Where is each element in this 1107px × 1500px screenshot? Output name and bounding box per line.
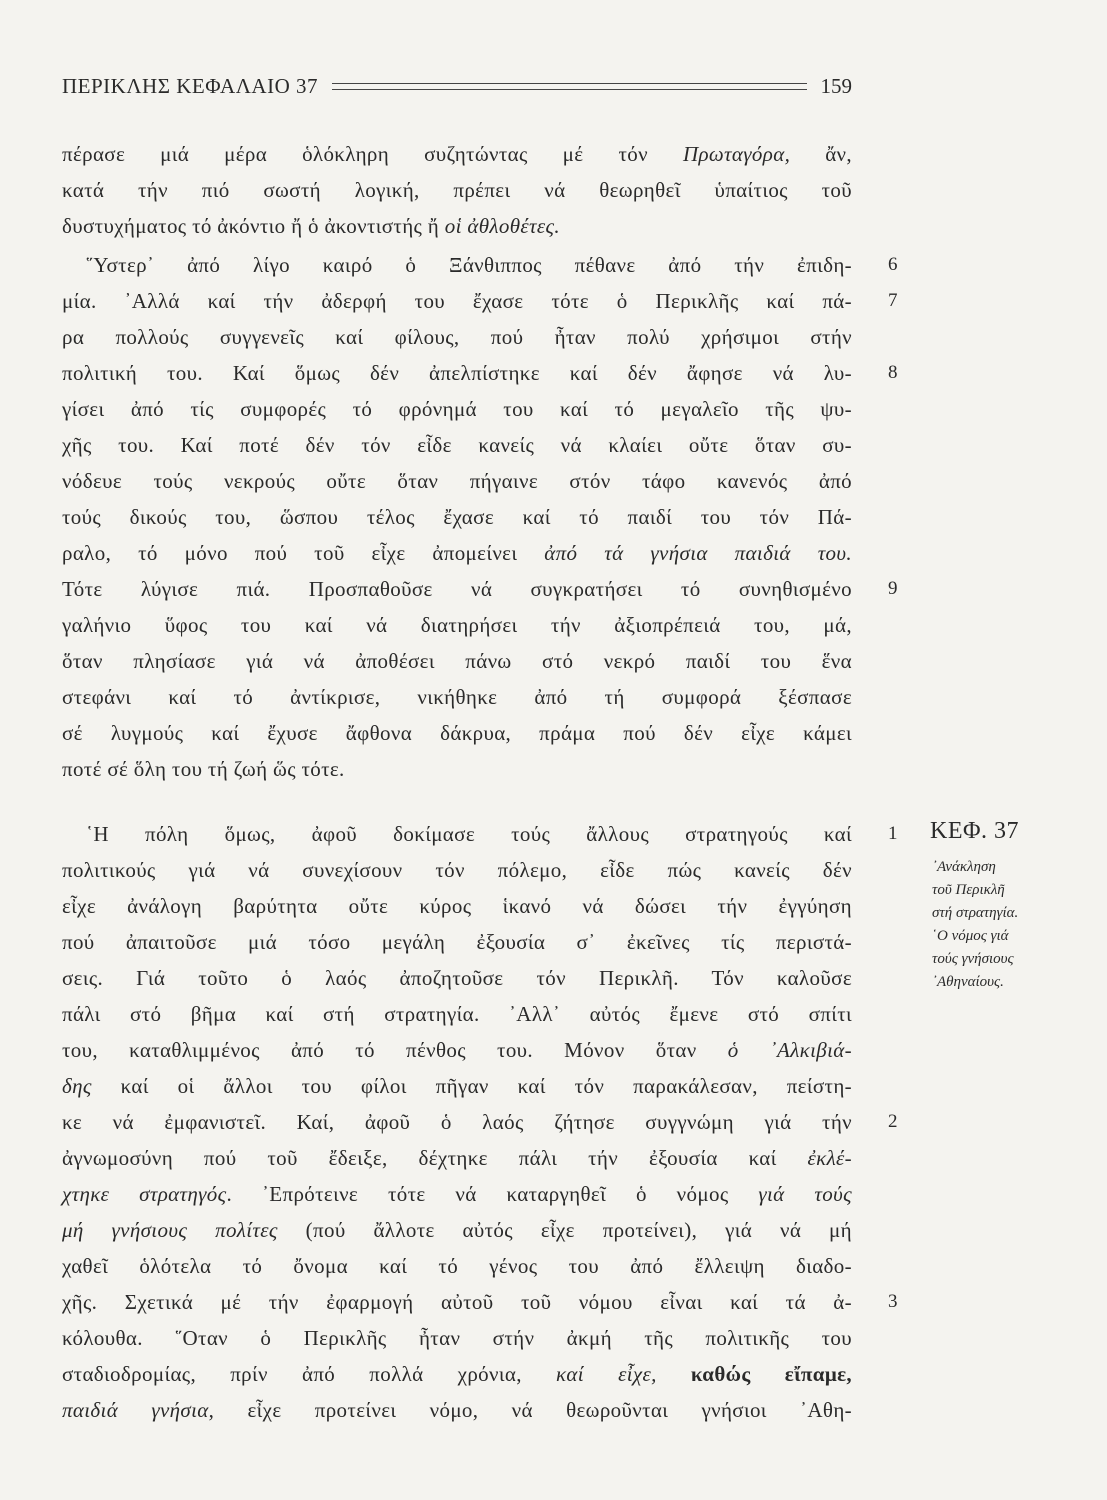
text-line: σεις. Γιά τοῦτο ὁ λαός ἀποζητοῦσε τόν Περικλῆ. Τόν καλοῦσε [62,966,852,990]
text-line: Τότε λύγισε πιά. Προσπαθοῦσε νά συγκρατήσει τό συνηθισμένο [62,577,852,601]
text-line: ῾Η πόλη ὅμως, ἀφοῦ δοκίμασε τούς ἄλλους στρατηγούς καί [86,822,852,846]
text-line: δης καί οἱ ἄλλοι του φίλοι πῆγαν καί τόν παρακάλεσαν, πείστη- [62,1074,852,1098]
text-line: πολιτικούς γιά νά συνεχίσουν τόν πόλεμο, εἶδε πώς κανείς δέν [62,858,852,882]
text-line: κε νά ἐμφανιστεῖ. Καί, ἀφοῦ ὁ λαός ζήτησε συγγνώμη γιά τήν [62,1110,852,1134]
text-line: σταδιοδρομίας, πρίν ἀπό πολλά χρόνια, καί εἶχε, καθώς εἴπαμε, [62,1362,852,1386]
page-number: 159 [820,73,852,98]
section-number: 3 [888,1291,898,1312]
running-header [62,68,852,104]
text-line: νόδευε τούς νεκρούς οὔτε ὅταν πήγαινε στόν τάφο κανενός ἀπό [62,469,852,493]
section-number: 6 [888,254,898,275]
section-number: 2 [888,1111,898,1132]
sidebar-note: ῾Ο νόμος γιά [932,928,1009,944]
text-line: ρα πολλούς συγγενεῖς καί φίλους, πού ἦταν πολύ χρήσιμοι στήν [62,325,852,349]
text-line: μία. ᾿Αλλά καί τήν ἀδερφή του ἔχασε τότε ὁ Περικλῆς καί πά- [62,289,852,313]
text-line: εἶχε ἀνάλογη βαρύτητα οὔτε κύρος ἱκανό νά δώσει τήν ἐγγύηση [62,894,852,918]
section-number: 8 [888,362,898,383]
text-line: μή γνήσιους πολίτες (πού ἄλλοτε αὐτός εἶχε προτείνει), γιά νά μή [62,1218,852,1242]
text-line: ραλο, τό μόνο πού τοῦ εἶχε ἀπομείνει ἀπό τά γνήσια παιδιά του. [62,541,852,565]
section-number: 1 [888,823,898,844]
text-line: κατά τήν πιό σωστή λογική, πρέπει νά θεωρηθεῖ ὑπαίτιος τοῦ [62,178,852,202]
text-line: παιδιά γνήσια, εἶχε προτείνει νόμο, νά θεωροῦνται γνήσιοι ᾿Αθη- [62,1398,852,1422]
text-line: πολιτική του. Καί ὅμως δέν ἀπελπίστηκε καί δέν ἄφησε νά λυ- [62,361,852,385]
text-line: ὅταν πλησίασε γιά νά ἀποθέσει πάνω στό νεκρό παιδί του ἕνα [62,649,852,673]
sidebar-note: τοῦ Περικλῆ [932,882,1005,898]
text-line: τούς δικούς του, ὥσπου τέλος ἔχασε καί τό παιδί του τόν Πά- [62,505,852,529]
sidebar-note: ᾿Ανάκληση [932,859,996,875]
text-line: ἀγνωμοσύνη πού τοῦ ἔδειξε, δέχτηκε πάλι τήν ἐξουσία καί ἐκλέ- [62,1146,852,1170]
text-line: χῆς. Σχετικά μέ τήν ἐφαρμογή αὐτοῦ τοῦ νόμου εἶναι καί τά ἀ- [62,1290,852,1314]
text-line: γίσει ἀπό τίς συμφορές τό φρόνημά του καί τό μεγαλεῖο τῆς ψυ- [62,397,852,421]
text-line: πού ἀπαιτοῦσε μιά τόσο μεγάλη ἐξουσία σ᾽ ἐκεῖνες τίς περιστά- [62,930,852,954]
text-line: γαλήνιο ὕφος του καί νά διατηρήσει τήν ἀξιοπρέπειά του, μά, [62,613,852,637]
text-line: πέρασε μιά μέρα ὁλόκληρη συζητώντας μέ τόν Πρωταγόρα, ἄν, [62,142,852,166]
text-line: χῆς του. Καί ποτέ δέν τόν εἶδε κανείς νά κλαίει οὔτε ὅταν συ- [62,433,852,457]
header-title: ΠΕΡΙΚΛΗΣ ΚΕΦΑΛΑΙΟ 37 [62,73,319,98]
text-line: χαθεῖ ὁλότελα τό ὄνομα καί τό γένος του ἀπό ἔλλειψη διαδο- [62,1254,852,1278]
text-line: κόλουθα. ῞Οταν ὁ Περικλῆς ἦταν στήν ἀκμή τῆς πολιτικῆς του [62,1326,852,1350]
text-line: πάλι στό βῆμα καί στή στρατηγία. ᾿Αλλ᾽ αὐτός ἔμενε στό σπίτι [62,1002,852,1026]
text-line: σέ λυγμούς καί ἔχυσε ἄφθονα δάκρυα, πράμα πού δέν εἶχε κάμει [62,721,852,745]
header-rule [332,83,806,90]
text-line: ποτέ σέ ὅλη του τή ζωή ὥς τότε. [62,757,345,781]
text-line: του, καταθλιμμένος ἀπό τό πένθος του. Μόνον ὅταν ὁ ᾿Αλκιβιά- [62,1038,852,1062]
sidebar-note: τούς γνήσιους [932,951,1014,967]
section-number: 9 [888,578,898,599]
sidebar-note: στή στρατηγία. [932,905,1019,921]
section-number: 7 [888,290,898,311]
text-line: χτηκε στρατηγός. ᾿Επρότεινε τότε νά καταργηθεῖ ὁ νόμος γιά τούς [62,1182,853,1206]
text-line: δυστυχήματος τό ἀκόντιο ἤ ὁ ἀκοντιστής ἤ οἱ ἀθλοθέτες. [62,214,560,238]
text-line: στεφάνι καί τό ἀντίκρισε, νικήθηκε ἀπό τή συμφορά ξέσπασε [62,685,852,709]
sidebar-note: ᾿Αθηναίους. [932,974,1004,990]
chapter-heading: ΚΕΦ. 37 [930,818,1020,844]
text-line: ῞Υστερ᾽ ἀπό λίγο καιρό ὁ Ξάνθιππος πέθανε ἀπό τήν ἐπιδη- [86,253,852,277]
